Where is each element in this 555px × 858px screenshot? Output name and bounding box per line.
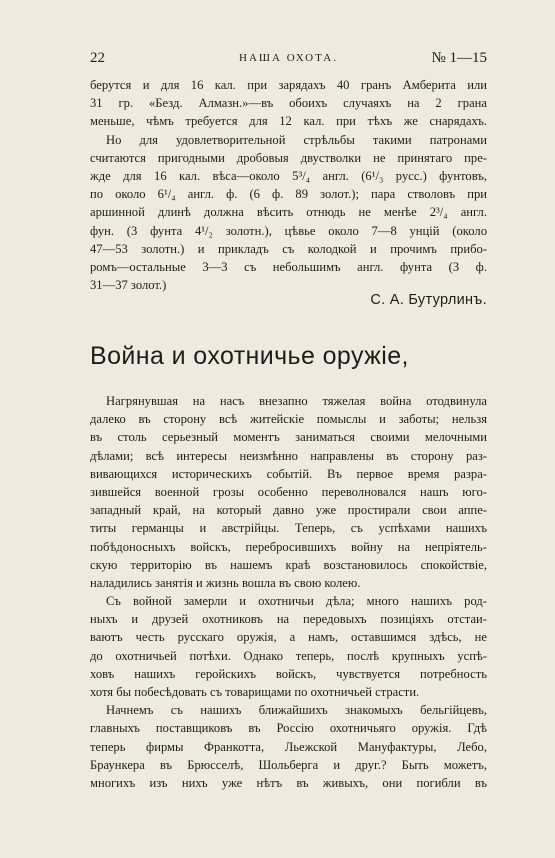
text-line: далеко въ сторону всѣ житейскіе помыслы и заботы; нельзя [90, 412, 487, 427]
text-line: меньше, чѣмъ требуется для 12 кал. при тѣхъ же снарядахъ. [90, 114, 487, 129]
text-line: зившейся военной грозы особенно переволновался нашъ юго- [90, 484, 487, 499]
text-line: 31 гр. «Безд. Алмазн.»—въ обоихъ случаяхъ на 2 грана [90, 96, 487, 111]
text-line: скую территорію въ нашемъ краѣ возстановилось спокойствіе, [90, 557, 487, 572]
text-line: Начнемъ съ нашихъ ближайшихъ знакомыхъ бельгійцевъ, [106, 703, 487, 718]
text-line: ховъ нашихъ геройскихъ войскъ, чувствуется потребность [90, 666, 487, 681]
text-line: берутся и для 16 кал. при зарядахъ 40 гранъ Амберита или [90, 78, 487, 92]
text-line: ромъ—остальные 3—3 съ небольшимъ англ. фунта (3 ф. [90, 259, 487, 274]
author-signature: С. А. Бутурлинъ. [370, 292, 487, 308]
text-line: хотя бы побесѣдовать съ товарищами по охотничьей страсти. [90, 685, 420, 699]
running-header [90, 50, 487, 68]
text-line: Но для удовлетворительной стрѣльбы такими патронами [106, 132, 487, 147]
article-title: Война и охотничье оружіе, [90, 342, 409, 370]
text-line: западный край, на который давно уже простирали свои аппе- [90, 503, 487, 518]
text-line: считаются пригодными дробовыя двустволки не принятаго пре- [90, 150, 487, 165]
journal-title: НАША ОХОТА. [239, 52, 338, 64]
text-line: Нагрянувшая на насъ внезапно тяжелая война отодвинула [106, 394, 487, 408]
text-line: до охотничьей потѣхи. Однако теперь, послѣ крупныхъ успѣ- [90, 648, 487, 663]
page-number: 22 [90, 50, 105, 66]
text-line: 47—53 золотн.) и прикладъ съ колодкой и прочимъ прибо- [90, 241, 487, 256]
text-line: многихъ изъ нихъ уже нѣтъ въ живыхъ, они погибли въ [90, 775, 487, 790]
text-line: побѣдоносныхъ войскъ, перебросившихъ войну на непріятель- [90, 539, 487, 554]
article-body [90, 392, 487, 792]
text-line: жде для 16 кал. вѣса—около 5³/₄ англ. (6¹/₃ русс.) фунтовъ, [90, 168, 487, 183]
text-line: дѣлами; всѣ интересы неизмѣнно направлены въ сторону раз- [90, 448, 487, 463]
text-line: Браункера въ Брюсселѣ, Шольберга и друг.? Быть можетъ, [90, 757, 487, 772]
issue-number: № 1—15 [431, 50, 487, 66]
text-line: 31—37 золот.) [90, 278, 167, 293]
text-line: главныхъ поставщиковъ въ Россію охотничьяго оружія. Гдѣ [90, 721, 487, 736]
intro-paragraphs [90, 76, 487, 294]
text-line: теперь фирмы Франкотта, Льежской Мануфактуры, Лебо, [90, 739, 487, 754]
text-line: титы германцы и австрійцы. Теперь, съ успѣхами нашихъ [90, 521, 487, 536]
text-line: Съ войной замерли и охотничьи дѣла; много нашихъ род- [106, 594, 487, 609]
text-line: аршинной длинѣ должна вѣсить отнюдь не менѣе 2³/₄ англ. [90, 205, 487, 220]
text-line: ваютъ честь русскаго оружія, а намъ, оставшимся здѣсь, не [90, 630, 487, 645]
text-line: въ столь серьезный моментъ заниматься своими мелочными [90, 430, 487, 445]
text-line: по около 6¹/₄ англ. ф. (6 ф. 89 золот.); пара стволовъ при [90, 187, 487, 202]
text-line: фун. (3 фунта 4¹/₂ золотн.), цѣвье около 7—8 унцій (около [90, 223, 487, 238]
text-line: вивающихся историческихъ событій. Въ первое время разра- [90, 466, 487, 481]
text-line: ныхъ и друзей охотниковъ на передовыхъ позиціяхъ отстаи- [90, 612, 487, 627]
text-line: наладились занятія и жизнь вошла въ свою колею. [90, 575, 361, 590]
